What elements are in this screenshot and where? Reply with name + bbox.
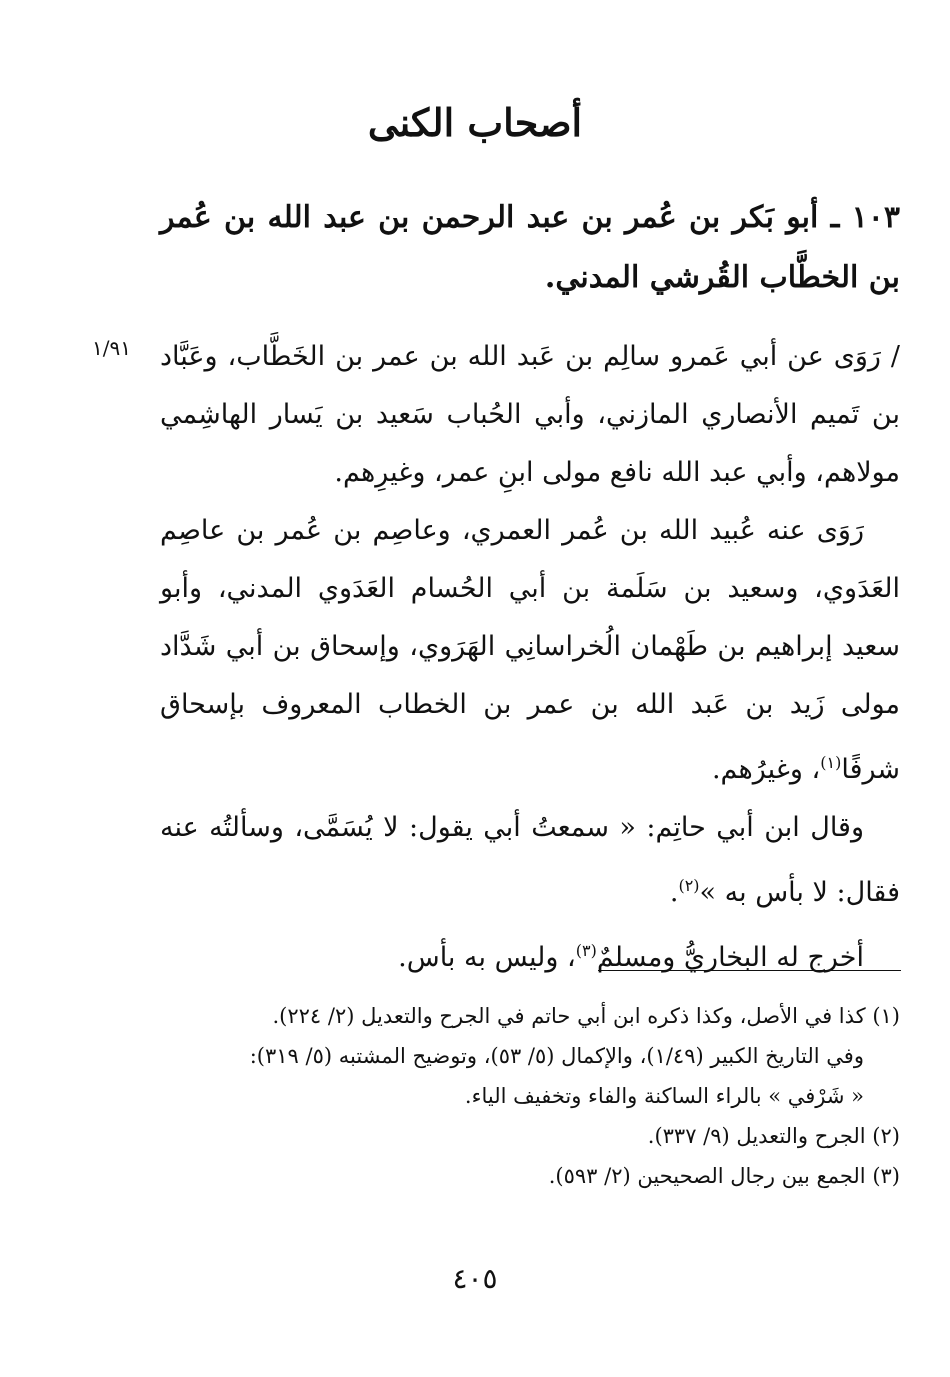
- footnote-ref-1[interactable]: (١): [820, 753, 842, 772]
- footnote-3: (٣) الجمع بين رجال الصحيحين (٢/ ٥٩٣).: [548, 1164, 900, 1188]
- footnote-1-line-1: (١) كذا في الأصل، وكذا ذكره ابن أبي حاتم في الجرح والتعديل (٢/ ٢٢٤).: [272, 1004, 900, 1028]
- footnote-divider: [598, 970, 901, 971]
- narrators-to-end: ، وغيرُهم.: [711, 754, 821, 785]
- footnote-1-line-3: « شَرْفي » بالراء الساكنة والفاء وتخفيف الياء.: [464, 1084, 864, 1108]
- ibn-abi-hatim-text: وقال ابن أبي حاتِم: « سمعتُ أبي يقول: لا يُسَمَّى، وسألتُه عنه فقال: لا بأس به »: [160, 812, 900, 908]
- footnote-ref-3[interactable]: (٣): [575, 941, 597, 960]
- narrators-to-paragraph: [160, 502, 900, 799]
- entry-heading: ١٠٣ ـ أبو بَكر بن عُمر بن عبد الرحمن بن عبد الله بن عُمر بن الخطَّاب القُرشي المدني.: [160, 200, 900, 295]
- margin-folio-note: ١/٩١: [92, 336, 131, 360]
- narrators-from-paragraph: / رَوَى عن أبي عَمرو سالِم بن عَبد الله بن عمر بن الخَطَّاب، وعَبَّاد بن تَميم الأنصاري المازني، وأبي الحُباب سَعيد بن يَسار الهاشِمي مولاهم، وأبي عبد الله نافع مولى ابنِ عمر، وغيرِهم.: [160, 341, 900, 488]
- entry-body: [160, 328, 900, 987]
- ibn-abi-hatim-end: .: [669, 877, 679, 908]
- footnote-1-line-2: وفي التاريخ الكبير (١/٤٩)، والإكمال (٥/ ٥٣)، وتوضيح المشتبه (٥/ ٣١٩):: [249, 1044, 864, 1068]
- bukhari-muslim-end: ، وليس به بأس.: [398, 942, 576, 973]
- narrators-to-text: رَوَى عنه عُبيد الله بن عُمر العمري، وعاصِم بن عُمر بن عاصِم العَدَوي، وسعيد بن سَلَمة بن أبي الحُسام العَدَوي المدني، وأبو سعيد إبراهيم بن طَهْمان الُخراسانِي الهَرَوي، وإسحاق بن أبي شَدَّاد مولى زَيد بن عَبد الله بن عمر بن الخطاب المعروف بإسحاق شرفًا: [160, 515, 900, 785]
- bukhari-muslim-paragraph: [160, 922, 900, 987]
- ibn-abi-hatim-paragraph: [160, 799, 900, 922]
- chapter-title: أصحاب الكنى: [367, 100, 583, 145]
- footnotes: [160, 996, 900, 1196]
- bukhari-muslim-text: أخرج له البخاريُّ ومسلمٌ: [596, 942, 864, 973]
- footnote-2: (٢) الجرح والتعديل (٩/ ٣٣٧).: [647, 1124, 900, 1148]
- footnote-ref-2[interactable]: (٢): [678, 876, 700, 895]
- page-number: ٤٠٥: [452, 1262, 498, 1295]
